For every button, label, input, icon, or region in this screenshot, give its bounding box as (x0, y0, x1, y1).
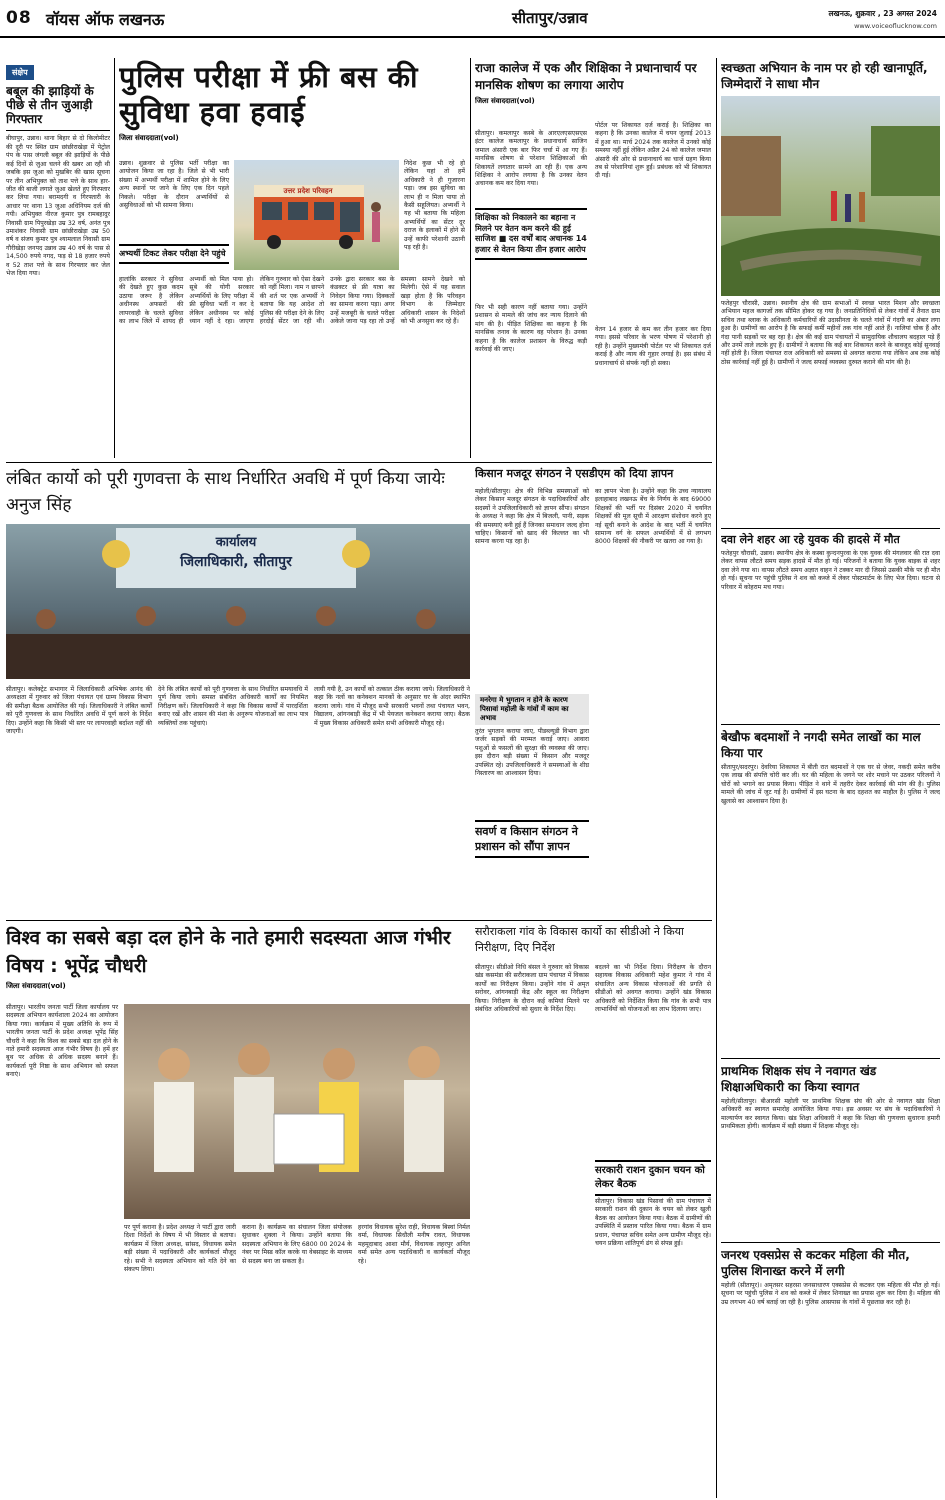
banner-line1: कार्यालय (215, 535, 257, 550)
bus-door (340, 202, 360, 232)
divider (114, 58, 115, 458)
divider (721, 1058, 940, 1059)
sarosa-story (475, 924, 711, 1496)
masthead (0, 0, 945, 38)
bus-window (262, 202, 282, 220)
kisan-headline: किसान मजदूर संगठन ने एसडीएम को दिया ज्ञापन (475, 467, 674, 480)
bus-headline: पुलिस परीक्षा में फ्री बस की सुविधा हवा हवाई (119, 60, 419, 129)
dava-body: फतेहपुर चौरासी, उन्नाव। स्थानीय क्षेत्र के कस्बा कुन्दनपुरवा के एक युवक की मंगलवार की रात दवा लेकर वापस लौटते समय सड़क हादसे में मौत हो गई। परिजनों ने बताया कि युवक बाइक से शहर दवा लेने गया था। वापस लौटते समय अज्ञात वाहन ने टक्कर मार दी जिससे उसकी मौके पर ही मौत हो गई। सूचना पर पहुंची पुलिस ने शव को कब्जे में लेकर पोस्टमार्टम के लिए भेज दिया। घटना से परिवार में कोहराम मच गया। (721, 550, 940, 591)
lambit-headline: लंबित कार्यो को पूरी गुणवत्ता के साथ निर्धारित अवधि में पूर्ण किया जायेः अनुज सिंह (6, 469, 445, 515)
passenger-head (371, 202, 381, 212)
vishwa-col1: सीतापुर। भारतीय जनता पार्टी जिला कार्यालय पर सदस्यता अभियान कार्यशाला 2024 का आयोजन किया गया। कार्यक्रम में मुख्य अतिथि के रूप में भारतीय जनता पार्टी के प्रदेश अध्यक्ष भूपेंद्र सिंह चौधरी ने कहा कि विश्व का सबसे बड़ा दल होने के नाते हमारी सदस्यता आज गंभीर विषय है। हमें हर बूथ पर अधिक से अधिक सदस्य बनाने हैं। कार्यकर्ता पूरी निष्ठा के साथ अभियान को सफल बनाएं। (6, 1004, 118, 1079)
raja-col1: सीतापुर। कमलापुर कस्बे के आरएलएसएसएस इंटर कालेज कमलापुर के प्रधानाचार्य साजिन जमाल अंसारी एक बार फिर चर्चा में आ गए हैं। मानसिक शोषण से परेशान शिक्षिकाओं की शिकायतें लगातार सामने आ रही हैं। एक अन्य शिक्षिका ने आरोप लगाया है कि उनका वेतन अचानक कम कर दिया गया। (475, 130, 587, 188)
kisan-col2: तुरंत भुगतान कराया जाए, पीडब्ल्यूडी विभाग द्वारा जर्जर सड़कों की मरम्मत कराई जाए। आवारा पशुओं से फसलों की सुरक्षा की व्यवस्था की जाए। इस दौरान बड़ी संख्या में किसान और मजदूर उपस्थित रहे। उपजिलाधिकारी ने समस्याओं के शीघ्र निस्तारण का आश्वासन दिया। (475, 728, 589, 778)
bus-col2: निदेश कुछ भी रहे हो लेकिन यहां तो हमें अधिकारी ने ही गुजारना पड़ा। जब इस सुविधा का लाभ ही न मिला पाया तो कैसी सहूलियत। अभ्यर्थी ने यह भी बताया कि महिला अभ्यर्थियों का सेंटर दूर दराज के इलाकों में होने से उन्हें काफी परेशानी उठानी पड़ रही है। (404, 160, 465, 252)
raja-col3: फिर भी सही कारण नहीं बताया गया। उन्होंने प्रशासन से मामले की जांच कर न्याय दिलाने की मांग की है। पीड़ित शिक्षिका का कहना है कि मानसिक तनाव के कारण वह परेशान है। उनका कहना है कि कालेज प्रशासन के विरुद्ध कड़ी कार्रवाई की जाए। (475, 304, 587, 354)
bus-illustration (234, 160, 399, 270)
divider (721, 1242, 940, 1243)
attendee (316, 606, 336, 626)
meeting-table (6, 634, 470, 679)
bus-subbox: अभ्यर्थी टिकट लेकर परीक्षा देने पहुंचे (119, 244, 229, 264)
dava-headline: दवा लेने शहर आ रहे युवक की हादसे में मौत (721, 533, 900, 546)
village-illustration (721, 96, 940, 296)
kisan-story (475, 466, 711, 916)
attendee (416, 609, 436, 629)
attendee (226, 606, 246, 626)
lambit-story (6, 466, 470, 916)
kisan-col1: महोली/सीतापुर। क्षेत्र की विभिन्न समस्याओं को लेकर किसान मजदूर संगठन के पदाधिकारियों और सदस्यों ने उपजिलाधिकारी को ज्ञापन सौंपा। संगठन के अध्यक्ष ने कहा कि क्षेत्र में बिजली, पानी, सड़क की समस्याएं बनी हुई हैं जिनका समाधान जल्द होना चाहिए। किसानों को खाद की किल्लत का भी सामना करना पड़ रहा है। (475, 488, 589, 546)
shikshak-headline: प्राथमिक शिक्षक संघ ने नवागत खंड शिक्षाअधिकारी का किया स्वागत (721, 1064, 877, 1094)
tree (871, 126, 940, 196)
janrath-body: महोली (सीतापुर)। अमृतसर सहरसा जनसाधारण एक्सप्रेस से कटकर एक महिला की मौत हो गई। सूचना पर पहुंची पुलिस ने शव को कब्जे में लेकर शिनाख्त का प्रयास शुरू कर दिया है। महिला की उम्र लगभग 40 वर्ष बताई जा रही है। पुलिस आसपास के गांवों में पूछताछ कर रही है। (721, 1282, 940, 1306)
raja-pullquote: शिक्षिका को निकालने का बहाना न मिलने पर वेतन कम करने की हुई साजिश ■ दस वर्षों बाद अचानक 14 हजार से वेतन किया तीन हजार आरोप (475, 208, 587, 260)
person-figure (859, 192, 865, 222)
raja-college-story (475, 60, 711, 460)
bus-body-row: हालांकि सरकार ने सुविधा की देखते हुए कुछ कदम उठाया जरूर है लेकिन अधीनस्थ अफसरों की लापरवाही के चलते सुविधा का लाभ जिले में शायद ही अभ्यर्थी को मिल पाया हो। सूबे की योगी सरकार अभ्यर्थियों के लिए परीक्षा में फ्री सुविधा भर्ती न कर दे लेकिन अधीनस्थ पर कोई ध्यान नहीं दे रहा। जाएगा लेकिन गुरुवार को ऐसा देखने को नहीं मिला। नाम न छापने की शर्त पर एक अभ्यर्थी ने बताया कि यह आदेश तो पुलिस की परीक्षा देने के लिए हरदोई सेंटर जा रही थी। उनके द्वारा सरकार बस के कंडक्टर से फ्री यात्रा का निवेदन किया गया। दिक्कतों का सामना करना पड़ा। अगर उन्हें मजबूरी के चलते परीक्षा अकेले जाना पड़ रहा तो उन्हें समस्या सामने देखने को मिलेगी। ऐसे में यह सवाल खड़ा होता है कि परिवहन विभाग के जिम्मेदार अधिकारी शासन के निदेशों को भी अनसुना कर रहे हैं। (119, 276, 465, 326)
bus-window (288, 202, 308, 220)
bus-sign: उत्तर प्रदेश परिवहन (283, 187, 333, 195)
bus-photo (234, 160, 399, 270)
leader (238, 1043, 270, 1075)
leader (234, 1077, 274, 1172)
divider (6, 462, 712, 463)
bus-wheel (267, 235, 281, 249)
newspaper-title: वॉयस ऑफ लखनऊ (46, 10, 165, 29)
bus-wheel (339, 235, 353, 249)
shikshak-body: महोली/सीतापुर। बीआरसी महोली पर प्राथमिक शिक्षक संघ की ओर से नवागत खंड शिक्षा अधिकारी का स्वागत समारोह आयोजित किया गया। इस अवसर पर संघ के पदाधिकारियों ने माल्यार्पण कर स्वागत किया। खंड शिक्षा अधिकारी ने कहा कि शिक्षा की गुणवत्ता सुधारना हमारी प्राथमिकता होगी। कार्यक्रम में बड़ी संख्या में शिक्षक मौजूद रहे। (721, 1098, 940, 1131)
lambit-col2: देने कि लंबित कार्यों को पूरी गुणवत्ता के साथ निर्धारित समयावधि में पूर्ण किया जाये। समस्त संबंधित अधिकारी कार्यों का नियमित निरीक्षण करें। जिलाधिकारी ने कहा कि विकास कार्यों में पारदर्शिता बनाए रखें और शासन की मंशा के अनुरूप योजनाओं का लाभ पात्र व्यक्तियों तक पहुंचाएं। (158, 686, 308, 727)
leader (408, 1046, 440, 1078)
swachhta-photo (721, 96, 940, 296)
attendee (136, 606, 156, 626)
bekhauf-headline: बेखौफ बदमाशों ने नगदी समेत लाखों का माल किया पार (721, 730, 921, 760)
vishwa-headline: विश्व का सबसे बड़ा दल होने के नाते हमारी सदस्यता आज गंभीर विषय : भूपेंद्र चौधरी (6, 927, 451, 977)
attendee (36, 609, 56, 629)
vishwa-credit: जिला संवाददाता(vol) (6, 982, 66, 990)
website-link[interactable]: www.voiceoflucknow.com (854, 22, 937, 30)
divider (6, 920, 712, 921)
kisan-subhead2: सवर्ण व किसान संगठन ने प्रशासन को सौंपा ज्ञापन (475, 820, 589, 858)
raja-credit: जिला संवाददाता(vol) (475, 97, 535, 105)
vishwa-col2: पर पूर्ण कराना है। प्रदेश अध्यक्ष ने पार्टी द्वारा जारी दिशा निर्देशों के विषय में भी विस्तार से बताया। कार्यक्रम में जिला अध्यक्ष, सांसद, विधायक समेत बड़ी संख्या में पदाधिकारी और कार्यकर्ता मौजूद रहे। सभी ने सदस्यता अभियान को गति देने का संकल्प लिया। (124, 1224, 236, 1274)
vishwa-story (6, 924, 470, 1496)
janrath-headline: जनरथ एक्सप्रेस से कटकर महिला की मौत, पुलिस शिनाख्त करने में लगी (721, 1248, 910, 1278)
leader (158, 1048, 190, 1080)
divider (721, 724, 940, 725)
vishwa-col3: कराना है। कार्यक्रम का संचालन जिला संयोजक सुधाकर शुक्ला ने किया। उन्होंने बताया कि सदस्यता अभियान के लिए 6800 00 2024 के नंबर पर मिस्ड कॉल करके या वेबसाइट के माध्यम से सदस्य बना जा सकता है। (242, 1224, 352, 1265)
swachhta-body: फतेहपुर चौरासी, उन्नाव। स्थानीय क्षेत्र की ग्राम सभाओं में स्वच्छ भारत मिशन और स्वच्छता अभियान महज कागजों तक सीमित होकर रह गया है। जनप्रतिनिधियों से लेकर गांवों में तैनात ग्राम सचिव तथा ब्लाक के अधिकारी कर्मचारियों की उदासीनता के चलते गांवों में गंदगी का अंबार लगा हुआ है। ग्रामीणों का आरोप है कि सफाई कर्मी महीनों तक गांव नहीं आते हैं। नालियां चोक हैं और गंदा पानी सड़कों पर बह रहा है। क्षेत्र की कई ग्राम पंचायतों में सामुदायिक शौचालय बदहाल पड़े हैं और उनमें ताले लटके हुए हैं। ग्रामीणों ने बताया कि कई बार शिकायत करने के बावजूद कोई सुनवाई नहीं होती है। जिला पंचायत राज अधिकारी को समस्या से अवगत कराया गया लेकिन अब तक कोई ठोस कार्रवाई नहीं हुई है। ग्रामीणों ने जल्द सफाई व्यवस्था दुरुस्त कराने की मांग की है। (721, 300, 940, 366)
bus-window (314, 202, 334, 220)
bus-credit: जिला संवाददाता(vol) (119, 134, 179, 142)
sarosa-col3: सीतापुर। विकास खंड पिसावां की ग्राम पंचायत में सरकारी राशन की दुकान के चयन को लेकर खुली बैठक का आयोजन किया गया। बैठक में ग्रामीणों की उपस्थिति में प्रस्ताव पारित किया गया। बैठक में ग्राम प्रधान, पंचायत सचिव समेत अन्य ग्रामीण मौजूद रहे। चयन प्रक्रिया शांतिपूर्ण ढंग से संपन्न हुई। (595, 1198, 711, 1248)
divider (716, 58, 717, 1498)
banner-line2: जिलाधिकारी, सीतापुर (180, 554, 292, 570)
divider (470, 58, 471, 458)
kisan-subhead1: मनरेगा मे भुगतान न होने के कारण पिसावां महोली के गांवों में काम का अभाव (475, 694, 589, 725)
felicitation-illustration (124, 1004, 470, 1219)
bus-col1: उन्नाव। शुक्रवार से पुलिस भर्ती परीक्षा का आयोजन किया जा रहा है। जिले से भी भारी संख्या में अभ्यर्थी परीक्षा में शामिल होने के लिए अन्य स्थानों पर जाने के लिए एक दिन पहले निकले। परीक्षा के दौरान अभ्यर्थियों से असुविधाओं को भी सामना किया। (119, 160, 229, 210)
section-title: सीतापुर/उन्नाव (512, 9, 588, 27)
passenger-figure (372, 212, 380, 242)
dateline: लखनऊ, शुक्रवार , 23 अगस्त 2024 (828, 9, 937, 18)
person-figure (831, 191, 837, 221)
kisan-col3: का ज्ञापन भेजा है। उन्होंने कहा कि उच्च न्यायालय इलाहाबाद लखनऊ बेंच के निर्णय के बाद 69000 शिक्षकों की भर्ती पर दिसंबर 2020 में चयनित शिक्षकों की मूल सूची में आरक्षण संशोधन करने हुए नई सूची बनाने के आदेश के बाद भर्ती में चयनित सामान्य वर्ग के सफल अभ्यर्थियों में से लगभग 8000 शिक्षकों की नौकरी पर खतरा आ गया है। (595, 488, 711, 546)
brief-label: संक्षेप (6, 65, 34, 80)
raja-col4: वेतन 14 हजार से कम कर तीन हजार कर दिया गया। इससे परिवार के भरण पोषण में परेशानी हो रही है। उन्होंने मुख्यमंत्री पोर्टल पर भी शिकायत दर्ज कराई है और न्याय की गुहार लगाई है। इस संबंध में प्रधानाचार्य से संपर्क नहीं हो सका। (595, 326, 711, 367)
vishwa-col4: हरगांव विधायक सुरेश राही, विधायक बिस्वां निर्मल वर्मा, विधायक सिधौली मनीष रावत, विधायक महमूदाबाद आशा मौर्य, विधायक लहरपुर अनिल वर्मा समेत अन्य पदाधिकारी व कार्यकर्ता मौजूद रहे। (358, 1224, 470, 1265)
leader (154, 1082, 194, 1172)
sarosa-col2: बदलने का भी निर्देश दिया। निरीक्षण के दौरान सहायक विकास अधिकारी महेश कुमार ने गांव में संचालित अन्य विकास योजनाओं की प्रगति से सीडीओ को अवगत कराया। उन्होंने खंड विकास अधिकारी को निर्देशित किया कि गांव के सभी पात्र लाभार्थियों को योजनाओं का लाभ दिलाया जाए। (595, 964, 711, 1014)
right-column (721, 60, 940, 1495)
page-number: 08 (6, 8, 32, 28)
raja-headline: राजा कालेज में एक और शिक्षिका ने प्रधानाचार्य पर मानसिक शोषण का लगाया आरोप (475, 61, 697, 92)
lambit-col3: लायी गयी है, उन कार्यों को तत्काल ठीक कराया जाये। जिलाधिकारी ने कहा कि नलों का कनेक्शन मानकों के अनुसार घर के अंदर स्थापित कराया जाये। गांव में मौजूद सभी सरकारी भवनों तथा पंचायत भवन, विद्यालय, आंगनबाड़ी केंद्र में भी पेयजल कनेक्शन कराया जाए। बैठक में मुख्य विकास अधिकारी समेत सभी अधिकारी मौजूद रहे। (314, 686, 470, 727)
brief-column (6, 60, 110, 460)
house-wall (721, 136, 781, 216)
memento (274, 1114, 344, 1164)
swachhta-headline: स्वच्छता अभियान के नाम पर हो रही खानापूर्ति, जिम्मेदारों ने साधा मौन (721, 61, 928, 91)
bekhauf-body: सीतापुर/सदरपुर। देवरिया शिकायत में बीती रात बदमाशों ने एक घर से जेवर, नकदी समेत करीब एक लाख की संपत्ति चोरी कर ली। घर की महिला के जगने पर शोर मचाने पर उठकर परिजनों ने चोरों को भगाने का प्रयास किया। पीड़ित ने थाने में तहरीर देकर कार्रवाई की मांग की है। पुलिस मामले की जांच में जुट गई है। ग्रामीणों में इस घटना के बाद दहशत का माहौल है। पुलिस ने जल्द खुलासे का आश्वासन दिया है। (721, 764, 940, 805)
vishwa-photo (124, 1004, 470, 1219)
leader (404, 1080, 444, 1172)
bus-story (119, 60, 465, 460)
person-figure (845, 194, 851, 222)
brief-body: बीघापुर, उन्नाव। थाना बिहार से दो किलोमीटर की दूरी पर स्थित ग्राम छांछीराखेड़ा में पेट्रोल पंप के पास जंगली बबूल की झाड़ियों के पीछे कई दिनों से जुआ चलने की खबर आ रही थी जबकि इस जुआ को मुखबिर की खास सूचना पर तीन अभियुक्त को ताश पत्ते के साथ हार-जीत की बाजी लगाते जुआ खेलते हुए गिरफ्तार कर लिया गया। बरामदगी व गिरफ्तारी के आधार पर थाना 13 जुआ अधिनियम दर्ज की गयी। अभियुक्त नीरज कुमार पुत्र रामबहादुर निवासी ग्राम पिपुरखेड़ा उम्र 32 वर्ष, अनंत पुत्र उमाशंकर निवासी ग्राम छांछीराखेड़ा उम्र 50 वर्ष व संजय कुमार पुत्र श्यामलाल निवासी ग्राम गौरीखेड़ा जनपद उन्नाव उम्र 40 वर्ष के पास से 14,500 रुपये नगद, फड़ से 18 हजार रुपये व 52 ताश पत्ते के साथ गिरफ्तार कर जेल भेज दिया गया। (6, 135, 110, 277)
sarosa-subhead: सरकारी राशन दुकान चयन को लेकर बैठक (595, 1160, 711, 1196)
sarosa-headline: सरौराकला गांव के विकास कार्यो का सीडीओ ने किया निरीक्षण, दिए निर्देश (475, 925, 684, 954)
brief-headline: बबूल की झाड़ियों के पीछे से तीन जुआड़ी गिरफ्तार (6, 84, 110, 131)
lambit-col1: सीतापुर। कलेक्ट्रेट सभागार में जिलाधिकारी अभिषेक आनंद की अध्यक्षता में गुरुवार को जिला पंचायत एवं ग्राम्य विकास विभाग की समीक्षा बैठक आयोजित की गई। जिलाधिकारी ने लंबित कार्यों को पूरी गुणवत्ता के साथ निर्धारित अवधि में पूर्ण करने के निर्देश दिए। उन्होंने कहा कि किसी भी स्तर पर लापरवाही बर्दाश्त नहीं की जाएगी। (6, 686, 152, 736)
leader (323, 1048, 355, 1080)
raja-col2: पोर्टल पर शिकायत दर्ज कराई है। शिक्षिका का कहना है कि उनका कालेज में चयन जुलाई 2013 में हुआ था। मार्च 2024 तक कालेज में उनको कोई समस्या नहीं हुई लेकिन अप्रैल 24 को कालेज जमाल अंसारी की ओर से प्रधानाचार्य का चार्ज ग्रहण किया तब से परेशानियां शुरू हुईं। प्रबंधक को भी शिकायत दी गई। (595, 122, 711, 180)
lambit-photo (6, 524, 470, 679)
sarosa-col1: सीतापुर। सीडीओ निधि बंसल ने गुरुवार को विकास खंड कसमंडा की सरौराकला ग्राम पंचायत में विकास कार्यों का निरीक्षण किया। उन्होंने गांव में अमृत सरोवर, आंगनबाड़ी केंद्र और स्कूल का निरीक्षण किया। निरीक्षण के दौरान कई कमियां मिलने पर संबंधित अधिकारियों को सुधार के निर्देश दिए। (475, 964, 589, 1014)
divider (721, 528, 940, 529)
